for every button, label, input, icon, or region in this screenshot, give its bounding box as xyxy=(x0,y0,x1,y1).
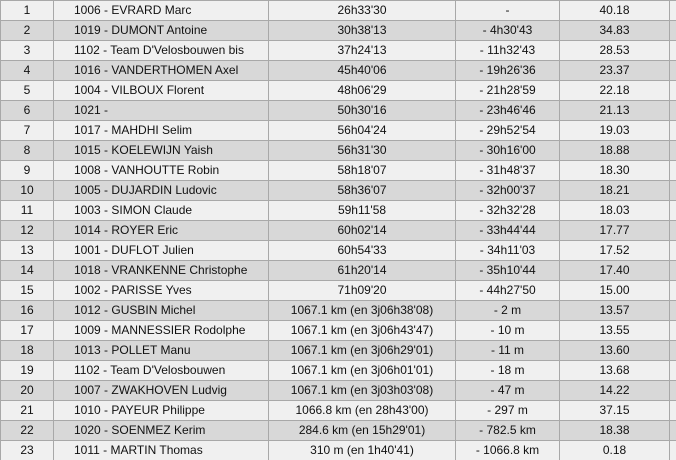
extra-cell xyxy=(670,21,676,41)
table-row xyxy=(1,181,676,201)
result-cell: 50h30'16 xyxy=(269,101,456,121)
extra-cell xyxy=(670,181,676,201)
rank-cell: 6 xyxy=(1,101,54,121)
name-cell: 1009 - MANNESSIER Rodolphe xyxy=(54,321,269,341)
speed-cell: 15.00 xyxy=(560,281,670,301)
rank-cell: 10 xyxy=(1,181,54,201)
name-cell: 1016 - VANDERTHOMEN Axel xyxy=(54,61,269,81)
gap-cell: - 47 m xyxy=(456,381,560,401)
result-cell: 60h54'33 xyxy=(269,241,456,261)
extra-cell xyxy=(670,101,676,121)
table-row xyxy=(1,61,676,81)
extra-cell xyxy=(670,161,676,181)
gap-cell: - 23h46'46 xyxy=(456,101,560,121)
speed-cell: 21.13 xyxy=(560,101,670,121)
result-cell: 310 m (en 1h40'41) xyxy=(269,441,456,460)
speed-cell: 28.53 xyxy=(560,41,670,61)
speed-cell: 18.30 xyxy=(560,161,670,181)
result-cell: 60h02'14 xyxy=(269,221,456,241)
rank-cell: 3 xyxy=(1,41,54,61)
rank-cell: 17 xyxy=(1,321,54,341)
table-row xyxy=(1,121,676,141)
result-cell: 1067.1 km (en 3j06h29'01) xyxy=(269,341,456,361)
name-cell: 1017 - MAHDHI Selim xyxy=(54,121,269,141)
gap-cell: - 32h00'37 xyxy=(456,181,560,201)
result-cell: 30h38'13 xyxy=(269,21,456,41)
table-row xyxy=(1,261,676,281)
result-cell: 59h11'58 xyxy=(269,201,456,221)
table-row xyxy=(1,301,676,321)
rank-cell: 9 xyxy=(1,161,54,181)
table-row xyxy=(1,101,676,121)
result-cell: 1067.1 km (en 3j06h38'08) xyxy=(269,301,456,321)
result-cell: 1067.1 km (en 3j06h43'47) xyxy=(269,321,456,341)
speed-cell: 13.57 xyxy=(560,301,670,321)
speed-cell: 17.52 xyxy=(560,241,670,261)
speed-cell: 19.03 xyxy=(560,121,670,141)
rank-cell: 23 xyxy=(1,441,54,460)
table-row xyxy=(1,201,676,221)
table-row xyxy=(1,141,676,161)
gap-cell: - 782.5 km xyxy=(456,421,560,441)
speed-cell: 13.60 xyxy=(560,341,670,361)
rank-cell: 12 xyxy=(1,221,54,241)
result-cell: 56h31'30 xyxy=(269,141,456,161)
table-row xyxy=(1,341,676,361)
table-row xyxy=(1,41,676,61)
rank-cell: 18 xyxy=(1,341,54,361)
extra-cell xyxy=(670,201,676,221)
gap-cell: - 34h11'03 xyxy=(456,241,560,261)
extra-cell xyxy=(670,141,676,161)
gap-cell: - 4h30'43 xyxy=(456,21,560,41)
gap-cell: - 32h32'28 xyxy=(456,201,560,221)
gap-cell: - 297 m xyxy=(456,401,560,421)
results-body xyxy=(1,1,676,460)
rank-cell: 15 xyxy=(1,281,54,301)
result-cell: 58h36'07 xyxy=(269,181,456,201)
name-cell: 1011 - MARTIN Thomas xyxy=(54,441,269,460)
name-cell: 1012 - GUSBIN Michel xyxy=(54,301,269,321)
rank-cell: 7 xyxy=(1,121,54,141)
speed-cell: 23.37 xyxy=(560,61,670,81)
gap-cell: - 33h44'44 xyxy=(456,221,560,241)
result-cell: 56h04'24 xyxy=(269,121,456,141)
extra-cell xyxy=(670,221,676,241)
extra-cell xyxy=(670,381,676,401)
name-cell: 1002 - PARISSE Yves xyxy=(54,281,269,301)
extra-cell xyxy=(670,361,676,381)
rank-cell: 2 xyxy=(1,21,54,41)
result-cell: 1067.1 km (en 3j03h03'08) xyxy=(269,381,456,401)
table-row xyxy=(1,381,676,401)
name-cell: 1020 - SOENMEZ Kerim xyxy=(54,421,269,441)
speed-cell: 18.88 xyxy=(560,141,670,161)
speed-cell: 13.55 xyxy=(560,321,670,341)
name-cell: 1004 - VILBOUX Florent xyxy=(54,81,269,101)
rank-cell: 11 xyxy=(1,201,54,221)
result-cell: 1067.1 km (en 3j06h01'01) xyxy=(269,361,456,381)
rank-cell: 13 xyxy=(1,241,54,261)
name-cell: 1018 - VRANKENNE Christophe xyxy=(54,261,269,281)
result-cell: 37h24'13 xyxy=(269,41,456,61)
rank-cell: 5 xyxy=(1,81,54,101)
speed-cell: 17.77 xyxy=(560,221,670,241)
extra-cell xyxy=(670,61,676,81)
rank-cell: 16 xyxy=(1,301,54,321)
extra-cell xyxy=(670,121,676,141)
extra-cell xyxy=(670,401,676,421)
table-row xyxy=(1,361,676,381)
name-cell: 1019 - DUMONT Antoine xyxy=(54,21,269,41)
rank-cell: 1 xyxy=(1,1,54,21)
speed-cell: 14.22 xyxy=(560,381,670,401)
extra-cell xyxy=(670,281,676,301)
table-row xyxy=(1,161,676,181)
extra-cell xyxy=(670,241,676,261)
result-cell: 61h20'14 xyxy=(269,261,456,281)
table-row xyxy=(1,401,676,421)
speed-cell: 17.40 xyxy=(560,261,670,281)
gap-cell: - 10 m xyxy=(456,321,560,341)
gap-cell: - 35h10'44 xyxy=(456,261,560,281)
name-cell: 1003 - SIMON Claude xyxy=(54,201,269,221)
extra-cell xyxy=(670,81,676,101)
extra-cell xyxy=(670,261,676,281)
extra-cell xyxy=(670,301,676,321)
rank-cell: 21 xyxy=(1,401,54,421)
speed-cell: 18.38 xyxy=(560,421,670,441)
extra-cell xyxy=(670,441,676,460)
name-cell: 1008 - VANHOUTTE Robin xyxy=(54,161,269,181)
result-cell: 45h40'06 xyxy=(269,61,456,81)
extra-cell xyxy=(670,341,676,361)
rank-cell: 14 xyxy=(1,261,54,281)
gap-cell: - 30h16'00 xyxy=(456,141,560,161)
extra-cell xyxy=(670,1,676,21)
speed-cell: 34.83 xyxy=(560,21,670,41)
result-cell: 58h18'07 xyxy=(269,161,456,181)
result-cell: 71h09'20 xyxy=(269,281,456,301)
table-row xyxy=(1,221,676,241)
gap-cell: - 2 m xyxy=(456,301,560,321)
name-cell: 1102 - Team D'Velosbouwen bis xyxy=(54,41,269,61)
gap-cell: - 11 m xyxy=(456,341,560,361)
extra-cell xyxy=(670,421,676,441)
table-row xyxy=(1,81,676,101)
table-row xyxy=(1,241,676,261)
name-cell: 1005 - DUJARDIN Ludovic xyxy=(54,181,269,201)
gap-cell: - xyxy=(456,1,560,21)
result-cell: 26h33'30 xyxy=(269,1,456,21)
rank-cell: 20 xyxy=(1,381,54,401)
speed-cell: 18.21 xyxy=(560,181,670,201)
table-row xyxy=(1,21,676,41)
speed-cell: 22.18 xyxy=(560,81,670,101)
name-cell: 1015 - KOELEWIJN Yaish xyxy=(54,141,269,161)
rank-cell: 4 xyxy=(1,61,54,81)
rank-cell: 22 xyxy=(1,421,54,441)
name-cell: 1102 - Team D'Velosbouwen xyxy=(54,361,269,381)
gap-cell: - 21h28'59 xyxy=(456,81,560,101)
gap-cell: - 31h48'37 xyxy=(456,161,560,181)
speed-cell: 40.18 xyxy=(560,1,670,21)
table-row xyxy=(1,321,676,341)
name-cell: 1014 - ROYER Eric xyxy=(54,221,269,241)
speed-cell: 0.18 xyxy=(560,441,670,460)
extra-cell xyxy=(670,41,676,61)
speed-cell: 18.03 xyxy=(560,201,670,221)
result-cell: 1066.8 km (en 28h43'00) xyxy=(269,401,456,421)
name-cell: 1001 - DUFLOT Julien xyxy=(54,241,269,261)
table-row xyxy=(1,1,676,21)
gap-cell: - 19h26'36 xyxy=(456,61,560,81)
name-cell: 1013 - POLLET Manu xyxy=(54,341,269,361)
rank-cell: 19 xyxy=(1,361,54,381)
result-cell: 284.6 km (en 15h29'01) xyxy=(269,421,456,441)
gap-cell: - 29h52'54 xyxy=(456,121,560,141)
gap-cell: - 44h27'50 xyxy=(456,281,560,301)
gap-cell: - 18 m xyxy=(456,361,560,381)
speed-cell: 37.15 xyxy=(560,401,670,421)
extra-cell xyxy=(670,321,676,341)
gap-cell: - 11h32'43 xyxy=(456,41,560,61)
name-cell: 1006 - EVRARD Marc xyxy=(54,1,269,21)
name-cell: 1021 - xyxy=(54,101,269,121)
result-cell: 48h06'29 xyxy=(269,81,456,101)
name-cell: 1010 - PAYEUR Philippe xyxy=(54,401,269,421)
gap-cell: - 1066.8 km xyxy=(456,441,560,460)
speed-cell: 13.68 xyxy=(560,361,670,381)
table-row xyxy=(1,421,676,441)
name-cell: 1007 - ZWAKHOVEN Ludvig xyxy=(54,381,269,401)
rank-cell: 8 xyxy=(1,141,54,161)
table-row xyxy=(1,441,676,460)
table-row xyxy=(1,281,676,301)
